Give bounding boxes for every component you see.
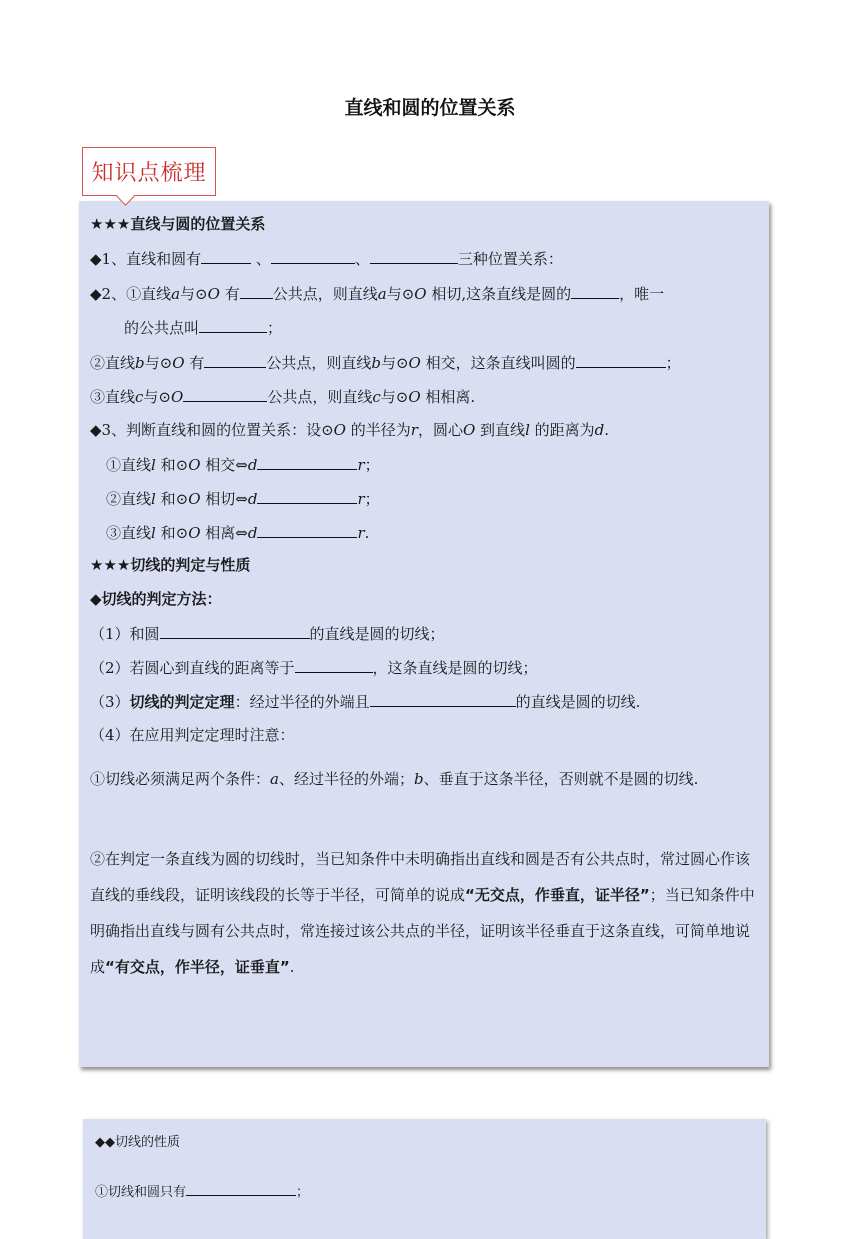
question-1: ◆1、直线和圆有 、 、 三种位置关系： (90, 250, 563, 268)
note-2: ②在判定一条直线为圆的切线时，当已知条件中未明确指出直线和圆是否有公共点时，常过圆心作该直线的垂线段，证明该线段的长等于半径，可简单的说成“无交点，作垂直，证半径”；当已知条件中明确指出直线与圆有公共点时，常连接过该公共点的半径，证明该半径垂直于这条直线，可简单地说成“有交点，作半径，证垂直”. (90, 850, 755, 976)
relation-tangent: ②直线l 和⊙O 相切⇔d r； (106, 490, 380, 508)
question-2b: ②直线b与⊙O 有 公共点，则直线b与⊙O 相交，这条直线叫圆的 ； (90, 354, 681, 372)
page-title: 直线和圆的位置关系 (344, 97, 516, 119)
method-4: （4）在应用判定定理时注意： (90, 726, 295, 744)
note-1: ①切线必须满足两个条件：a、经过半径的外端；b、垂直于这条半径，否则就不是圆的切线. (90, 770, 699, 788)
question-2c: ③直线c与⊙O 公共点，则直线c与⊙O 相相离. (90, 388, 476, 406)
relation-separate: ③直线l 和⊙O 相离⇔d r. (106, 524, 370, 542)
section-heading-2: ★★★切线的判定与性质 (90, 556, 251, 574)
relation-intersect: ①直线l 和⊙O 相交⇔d r； (106, 456, 380, 474)
method-2: （2）若圆心到直线的距离等于 ，这条直线是圆的切线； (90, 659, 538, 677)
question-2: ◆2、①直线a与⊙O 有 公共点，则直线a与⊙O 相切,这条直线是圆的 ，唯一 (90, 285, 665, 303)
section-tag: 知识点梳理 (82, 147, 216, 196)
question-3: ◆3、判断直线和圆的位置关系：设⊙O 的半径为r，圆心O 到直线l 的距离为d. (90, 421, 610, 439)
section-heading-3: ◆◆切线的性质 (95, 1135, 180, 1150)
question-2-cont: 的公共点叫 ； (124, 319, 283, 337)
method-1: （1）和圆 的直线是圆的切线； (90, 625, 445, 643)
subheading-judgement: ◆切线的判定方法： (90, 590, 222, 608)
tangent-property-panel (83, 1119, 766, 1239)
section-heading-1: ★★★直线与圆的位置关系 (90, 215, 266, 233)
method-3: （3）切线的判定定理：经过半径的外端且 的直线是圆的切线. (90, 693, 641, 711)
property-1: ①切线和圆只有 ； (95, 1182, 309, 1203)
